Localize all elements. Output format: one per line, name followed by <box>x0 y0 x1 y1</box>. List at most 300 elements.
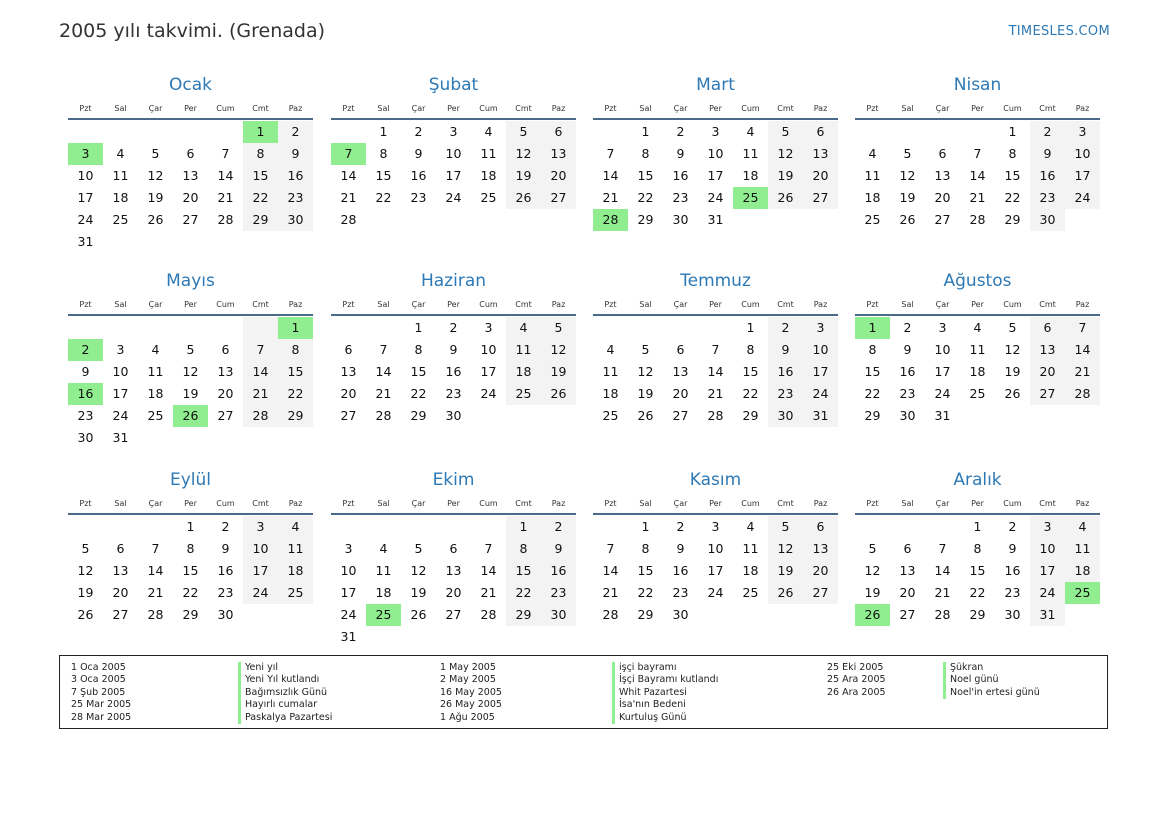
day-cell: 16 <box>541 560 576 582</box>
day-grid <box>593 516 838 626</box>
day-cell: 12 <box>541 339 576 361</box>
day-cell: 19 <box>410 585 427 600</box>
empty-cell <box>541 626 576 648</box>
day-cell: 28 <box>340 212 357 227</box>
day-cell: 9 <box>81 364 90 379</box>
day-cell: 31 <box>340 629 357 644</box>
day-grid <box>331 317 576 427</box>
holiday-name: Şükran <box>943 662 1040 674</box>
day-cell: 4 <box>1065 516 1100 538</box>
weekday-label: Sal <box>114 498 127 508</box>
day-cell: 22 <box>375 190 392 205</box>
day-cell: 13 <box>340 364 357 379</box>
weekday-label: Cmt <box>252 103 269 113</box>
month-block <box>68 467 313 626</box>
day-cell: 14 <box>934 563 951 578</box>
day-cell: 11 <box>278 538 313 560</box>
day-cell: 7 <box>331 143 366 165</box>
day-cell: 12 <box>182 364 199 379</box>
holiday-name: Yeni yıl <box>238 662 332 674</box>
day-cell: 10 <box>1030 538 1065 560</box>
day-cell: 5 <box>414 541 423 556</box>
empty-cell <box>103 516 138 538</box>
empty-cell <box>541 405 576 427</box>
day-cell: 3 <box>449 124 458 139</box>
empty-cell <box>436 516 471 538</box>
day-cell: 19 <box>506 165 541 187</box>
month-block <box>331 72 576 231</box>
month-name: Kasım <box>689 470 742 490</box>
day-cell: 26 <box>410 607 427 622</box>
day-cell: 3 <box>711 124 720 139</box>
day-cell: 19 <box>541 361 576 383</box>
empty-cell <box>698 604 733 626</box>
day-cell: 14 <box>217 168 234 183</box>
day-cell: 12 <box>147 168 164 183</box>
day-cell: 4 <box>484 124 493 139</box>
day-cell: 25 <box>278 582 313 604</box>
day-cell: 7 <box>243 339 278 361</box>
day-cell: 29 <box>637 212 654 227</box>
empty-cell <box>401 626 436 648</box>
day-cell: 21 <box>969 190 986 205</box>
day-cell: 1 <box>278 317 313 339</box>
weekday-header <box>593 296 838 312</box>
empty-cell <box>331 121 366 143</box>
day-cell: 14 <box>602 168 619 183</box>
weekday-label: Per <box>184 103 197 113</box>
day-cell: 8 <box>868 342 877 357</box>
day-cell: 5 <box>541 317 576 339</box>
weekday-header <box>331 495 576 511</box>
day-cell: 7 <box>484 541 493 556</box>
day-cell: 16 <box>1004 563 1021 578</box>
day-cell: 6 <box>221 342 230 357</box>
weekday-label: Per <box>447 299 460 309</box>
weekday-label: Per <box>709 498 722 508</box>
day-cell: 19 <box>147 190 164 205</box>
day-cell: 14 <box>480 563 497 578</box>
day-cell: 1 <box>641 124 650 139</box>
day-cell: 19 <box>899 190 916 205</box>
month-block <box>593 72 838 231</box>
day-cell: 5 <box>868 541 877 556</box>
day-cell: 23 <box>672 190 689 205</box>
weekday-label: Çar <box>673 498 688 508</box>
weekday-label: Cum <box>479 498 498 508</box>
day-cell: 25 <box>742 585 759 600</box>
day-cell: 20 <box>803 165 838 187</box>
empty-cell <box>890 516 925 538</box>
empty-cell <box>331 317 366 339</box>
empty-cell <box>698 317 733 339</box>
header-divider <box>855 314 1100 316</box>
day-cell: 11 <box>480 146 497 161</box>
day-cell: 18 <box>742 563 759 578</box>
weekday-header <box>68 100 313 116</box>
day-cell: 8 <box>278 339 313 361</box>
weekday-label: Cmt <box>515 103 532 113</box>
weekday-label: Çar <box>148 299 163 309</box>
day-cell: 25 <box>864 212 881 227</box>
day-cell: 27 <box>340 408 357 423</box>
day-cell: 8 <box>1008 146 1017 161</box>
day-cell: 14 <box>243 361 278 383</box>
weekday-label: Çar <box>411 103 426 113</box>
header-divider <box>68 314 313 316</box>
day-cell: 20 <box>1030 361 1065 383</box>
header-divider <box>593 513 838 515</box>
day-cell: 11 <box>506 339 541 361</box>
day-grid <box>68 121 313 253</box>
day-cell: 2 <box>278 121 313 143</box>
holiday-date: 3 Oca 2005 <box>71 674 126 686</box>
day-cell: 4 <box>506 317 541 339</box>
day-cell: 10 <box>803 339 838 361</box>
day-cell: 6 <box>803 516 838 538</box>
day-cell: 2 <box>414 124 423 139</box>
day-cell: 23 <box>1030 187 1065 209</box>
weekday-label: Çar <box>411 299 426 309</box>
day-cell: 24 <box>480 386 497 401</box>
day-cell: 12 <box>899 168 916 183</box>
day-cell: 15 <box>278 361 313 383</box>
empty-cell <box>628 317 663 339</box>
day-cell: 9 <box>676 146 685 161</box>
day-cell: 13 <box>217 364 234 379</box>
day-cell: 11 <box>112 168 129 183</box>
day-cell: 23 <box>768 383 803 405</box>
day-cell: 28 <box>147 607 164 622</box>
day-cell: 16 <box>445 364 462 379</box>
day-cell: 4 <box>868 146 877 161</box>
day-cell: 23 <box>1004 585 1021 600</box>
day-cell: 6 <box>1030 317 1065 339</box>
day-cell: 11 <box>1065 538 1100 560</box>
weekday-label: Paz <box>813 498 828 508</box>
day-cell: 27 <box>112 607 129 622</box>
day-cell: 7 <box>711 342 720 357</box>
empty-cell <box>593 121 628 143</box>
day-cell: 1 <box>855 317 890 339</box>
month-name: Mayıs <box>166 271 215 291</box>
weekday-label: Paz <box>551 103 566 113</box>
day-cell: 17 <box>1030 560 1065 582</box>
day-cell: 1 <box>1008 124 1017 139</box>
holiday-name: Paskalya Pazartesi <box>238 712 332 724</box>
day-cell: 26 <box>768 187 803 209</box>
day-cell: 14 <box>707 364 724 379</box>
day-cell: 31 <box>707 212 724 227</box>
weekday-header <box>855 100 1100 116</box>
day-cell: 27 <box>899 607 916 622</box>
month-block <box>855 467 1100 626</box>
weekday-label: Sal <box>639 299 652 309</box>
day-cell: 1 <box>641 519 650 534</box>
day-cell: 24 <box>77 212 94 227</box>
day-cell: 18 <box>864 190 881 205</box>
day-cell: 28 <box>934 607 951 622</box>
day-cell: 29 <box>243 209 278 231</box>
empty-cell <box>593 516 628 538</box>
day-cell: 19 <box>1004 364 1021 379</box>
month-name: Aralık <box>953 470 1002 490</box>
day-cell: 17 <box>77 190 94 205</box>
day-cell: 20 <box>934 190 951 205</box>
weekday-label: Pzt <box>79 103 92 113</box>
day-cell: 23 <box>899 386 916 401</box>
day-cell: 17 <box>445 168 462 183</box>
day-cell: 6 <box>803 121 838 143</box>
day-cell: 1 <box>186 519 195 534</box>
weekday-label: Sal <box>901 103 914 113</box>
day-cell: 26 <box>541 383 576 405</box>
day-cell: 17 <box>112 386 129 401</box>
day-cell: 9 <box>221 541 230 556</box>
weekday-label: Pzt <box>866 498 879 508</box>
weekday-label: Pzt <box>342 103 355 113</box>
day-cell: 18 <box>480 168 497 183</box>
day-cell: 17 <box>803 361 838 383</box>
empty-cell <box>471 516 506 538</box>
day-cell: 27 <box>182 212 199 227</box>
empty-cell <box>208 231 243 253</box>
day-cell: 2 <box>676 124 685 139</box>
day-cell: 27 <box>803 582 838 604</box>
day-cell: 10 <box>1065 143 1100 165</box>
day-cell: 16 <box>1030 165 1065 187</box>
legend-name-column <box>943 662 1040 699</box>
day-cell: 2 <box>1030 121 1065 143</box>
day-cell: 29 <box>864 408 881 423</box>
day-cell: 14 <box>375 364 392 379</box>
weekday-label: Pzt <box>604 498 617 508</box>
weekday-label: Per <box>971 103 984 113</box>
weekday-label: Çar <box>673 103 688 113</box>
weekday-label: Cmt <box>777 299 794 309</box>
weekday-label: Cmt <box>777 498 794 508</box>
day-cell: 29 <box>410 408 427 423</box>
day-cell: 4 <box>606 342 615 357</box>
day-cell: 19 <box>864 585 881 600</box>
day-cell: 21 <box>375 386 392 401</box>
day-cell: 8 <box>414 342 423 357</box>
day-cell: 30 <box>672 607 689 622</box>
day-cell: 3 <box>68 143 103 165</box>
day-cell: 10 <box>77 168 94 183</box>
day-cell: 25 <box>506 383 541 405</box>
weekday-label: Sal <box>377 299 390 309</box>
weekday-label: Per <box>184 299 197 309</box>
weekday-label: Cum <box>1003 299 1022 309</box>
weekday-label: Sal <box>377 103 390 113</box>
day-cell: 30 <box>77 430 94 445</box>
day-cell: 25 <box>1065 582 1100 604</box>
day-cell: 21 <box>147 585 164 600</box>
day-cell: 4 <box>973 320 982 335</box>
weekday-label: Paz <box>288 103 303 113</box>
day-cell: 4 <box>278 516 313 538</box>
weekday-label: Cmt <box>515 498 532 508</box>
day-cell: 8 <box>506 538 541 560</box>
empty-cell <box>541 209 576 231</box>
day-cell: 15 <box>637 563 654 578</box>
day-cell: 6 <box>676 342 685 357</box>
day-cell: 29 <box>637 607 654 622</box>
empty-cell <box>506 626 541 648</box>
weekday-label: Sal <box>114 103 127 113</box>
weekday-label: Paz <box>288 299 303 309</box>
empty-cell <box>68 516 103 538</box>
day-cell: 14 <box>969 168 986 183</box>
empty-cell <box>138 427 173 449</box>
holiday-date: 1 May 2005 <box>440 662 496 673</box>
day-cell: 22 <box>278 383 313 405</box>
day-cell: 16 <box>278 165 313 187</box>
day-cell: 30 <box>768 405 803 427</box>
month-name: Haziran <box>420 271 487 291</box>
day-cell: 13 <box>803 143 838 165</box>
day-cell: 5 <box>903 146 912 161</box>
day-cell: 18 <box>602 386 619 401</box>
weekday-label: Pzt <box>866 103 879 113</box>
day-cell: 3 <box>1030 516 1065 538</box>
holiday-date: 25 Mar 2005 <box>71 699 132 711</box>
day-cell: 30 <box>217 607 234 622</box>
day-cell: 19 <box>768 165 803 187</box>
holiday-name: Hayırlı cumalar <box>238 699 332 711</box>
empty-cell <box>278 231 313 253</box>
day-cell: 28 <box>969 212 986 227</box>
weekday-label: Paz <box>1075 498 1090 508</box>
empty-cell <box>138 121 173 143</box>
day-cell: 25 <box>602 408 619 423</box>
day-cell: 6 <box>344 342 353 357</box>
day-cell: 14 <box>340 168 357 183</box>
day-grid <box>855 516 1100 626</box>
weekday-label: Cmt <box>515 299 532 309</box>
day-cell: 27 <box>1030 383 1065 405</box>
day-cell: 19 <box>77 585 94 600</box>
day-cell: 21 <box>340 190 357 205</box>
weekday-label: Per <box>447 103 460 113</box>
weekday-label: Pzt <box>866 299 879 309</box>
weekday-label: Per <box>447 498 460 508</box>
weekday-label: Per <box>709 299 722 309</box>
weekday-label: Paz <box>551 498 566 508</box>
empty-cell <box>138 231 173 253</box>
day-cell: 8 <box>186 541 195 556</box>
holiday-date: 28 Mar 2005 <box>71 711 132 723</box>
weekday-header <box>331 100 576 116</box>
day-cell: 26 <box>899 212 916 227</box>
day-cell: 28 <box>375 408 392 423</box>
header-divider <box>331 513 576 515</box>
day-cell: 2 <box>768 317 803 339</box>
day-cell: 26 <box>506 187 541 209</box>
month-block <box>331 467 576 648</box>
month-name: Ağustos <box>943 271 1012 291</box>
empty-cell <box>733 209 768 231</box>
day-cell: 11 <box>742 146 759 161</box>
day-cell: 29 <box>506 604 541 626</box>
day-cell: 16 <box>899 364 916 379</box>
day-cell: 12 <box>410 563 427 578</box>
empty-cell <box>1065 209 1100 231</box>
legend-name-column <box>612 662 718 724</box>
weekday-label: Çar <box>935 299 950 309</box>
holiday-date: 2 May 2005 <box>440 674 496 686</box>
weekday-label: Çar <box>411 498 426 508</box>
day-cell: 23 <box>217 585 234 600</box>
day-cell: 30 <box>278 209 313 231</box>
day-cell: 2 <box>541 516 576 538</box>
day-cell: 21 <box>480 585 497 600</box>
day-cell: 3 <box>344 541 353 556</box>
brand-link[interactable]: TIMESLES.COM <box>1008 24 1110 39</box>
day-cell: 11 <box>147 364 164 379</box>
day-grid <box>593 121 838 231</box>
header-divider <box>593 314 838 316</box>
holiday-name: İsa'nın Bedeni <box>612 699 718 711</box>
day-cell: 12 <box>637 364 654 379</box>
day-cell: 10 <box>934 342 951 357</box>
holiday-name: Bağımsızlık Günü <box>238 687 332 699</box>
day-cell: 26 <box>1004 386 1021 401</box>
day-cell: 9 <box>903 342 912 357</box>
empty-cell <box>278 604 313 626</box>
day-cell: 25 <box>366 604 401 626</box>
day-cell: 2 <box>221 519 230 534</box>
day-cell: 15 <box>182 563 199 578</box>
day-cell: 29 <box>182 607 199 622</box>
weekday-label: Cum <box>216 498 235 508</box>
weekday-label: Pzt <box>604 299 617 309</box>
day-cell: 20 <box>672 386 689 401</box>
day-cell: 26 <box>77 607 94 622</box>
day-cell: 3 <box>711 519 720 534</box>
holiday-name: Noel günü <box>943 674 1040 686</box>
holiday-date: 7 Şub 2005 <box>71 686 126 698</box>
empty-cell <box>995 405 1030 427</box>
weekday-label: Cmt <box>252 299 269 309</box>
day-cell: 18 <box>506 361 541 383</box>
day-cell: 26 <box>637 408 654 423</box>
legend-date-column <box>827 662 886 699</box>
day-grid <box>68 516 313 626</box>
holiday-name: işçi bayramı <box>612 662 718 674</box>
day-cell: 16 <box>217 563 234 578</box>
holiday-name: Yeni Yıl kutlandı <box>238 674 332 686</box>
day-cell: 24 <box>934 386 951 401</box>
day-cell: 1 <box>379 124 388 139</box>
day-cell: 31 <box>112 430 129 445</box>
day-cell: 22 <box>742 386 759 401</box>
day-cell: 12 <box>1004 342 1021 357</box>
month-block <box>68 72 313 253</box>
empty-cell <box>68 121 103 143</box>
day-cell: 22 <box>1004 190 1021 205</box>
empty-cell <box>68 317 103 339</box>
day-grid <box>593 317 838 427</box>
weekday-label: Cum <box>1003 103 1022 113</box>
weekday-label: Paz <box>551 299 566 309</box>
day-cell: 3 <box>243 516 278 538</box>
empty-cell <box>471 405 506 427</box>
day-cell: 27 <box>803 187 838 209</box>
empty-cell <box>401 516 436 538</box>
day-cell: 17 <box>340 585 357 600</box>
